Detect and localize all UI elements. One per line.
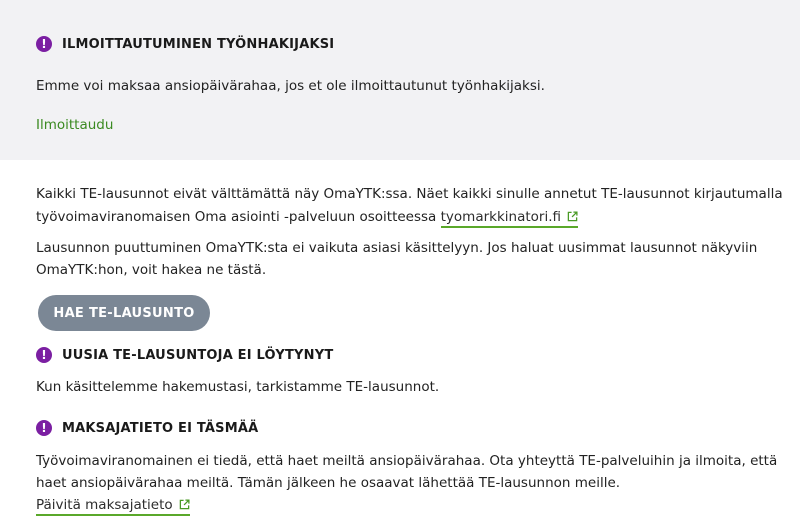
info-para1-prefix: työvoimaviranomaisen Oma asiointi -palveluun osoitteessa bbox=[36, 209, 437, 225]
no-statements-title: UUSIA TE-LAUSUNTOJA EI LÖYTYNYT bbox=[62, 347, 334, 363]
registration-notice bbox=[0, 0, 800, 160]
info-para1-line2 bbox=[36, 206, 578, 229]
notice-title: ILMOITTAUTUMINEN TYÖNHAKIJAKSI bbox=[62, 36, 335, 52]
info-para2-line2: OmaYTK:hon, voit hakea ne tästä. bbox=[36, 262, 267, 278]
tyomarkkinatori-link[interactable] bbox=[441, 209, 578, 228]
payer-mismatch-body-line1: Työvoimaviranomainen ei tiedä, että haet meiltä ansiopäivärahaa. Ota yhteyttä TE-palveluihin ja ilmoita, että bbox=[36, 453, 778, 469]
payer-link-row bbox=[36, 494, 190, 517]
update-payer-link[interactable] bbox=[36, 497, 190, 516]
fetch-statement-button[interactable]: HAE TE-LAUSUNTO bbox=[38, 295, 210, 331]
exclamation-icon: ! bbox=[36, 36, 52, 52]
notice-heading-row bbox=[36, 36, 334, 52]
update-payer-link-label: Päivitä maksajatieto bbox=[36, 497, 173, 513]
payer-mismatch-title: MAKSAJATIETO EI TÄSMÄÄ bbox=[62, 420, 259, 436]
external-link-icon bbox=[567, 211, 578, 222]
info-para2-line1: Lausunnon puuttuminen OmaYTK:sta ei vaikuta asiasi käsittelyyn. Jos haluat uusimmat lausunnot näkyviin bbox=[36, 240, 758, 256]
register-link[interactable]: Ilmoittaudu bbox=[36, 117, 114, 133]
exclamation-icon: ! bbox=[36, 347, 52, 363]
no-statements-body: Kun käsittelemme hakemustasi, tarkistamme TE-lausunnot. bbox=[36, 379, 440, 395]
no-statements-heading-row bbox=[36, 347, 333, 363]
payer-mismatch-body-line2: haet ansiopäivärahaa meiltä. Tämän jälkeen he osaavat lähettää TE-lausunnon meille. bbox=[36, 475, 621, 491]
payer-mismatch-heading-row bbox=[36, 420, 258, 436]
notice-body: Emme voi maksaa ansiopäivärahaa, jos et ole ilmoittautunut työnhakijaksi. bbox=[36, 78, 545, 94]
info-para1-line1: Kaikki TE-lausunnot eivät välttämättä näy OmaYTK:ssa. Näet kaikki sinulle annetut TE-lausunnot kirjautumalla bbox=[36, 186, 783, 202]
external-link-icon bbox=[179, 499, 190, 510]
tyomarkkinatori-link-label: tyomarkkinatori.fi bbox=[440, 209, 562, 225]
exclamation-icon: ! bbox=[36, 420, 52, 436]
